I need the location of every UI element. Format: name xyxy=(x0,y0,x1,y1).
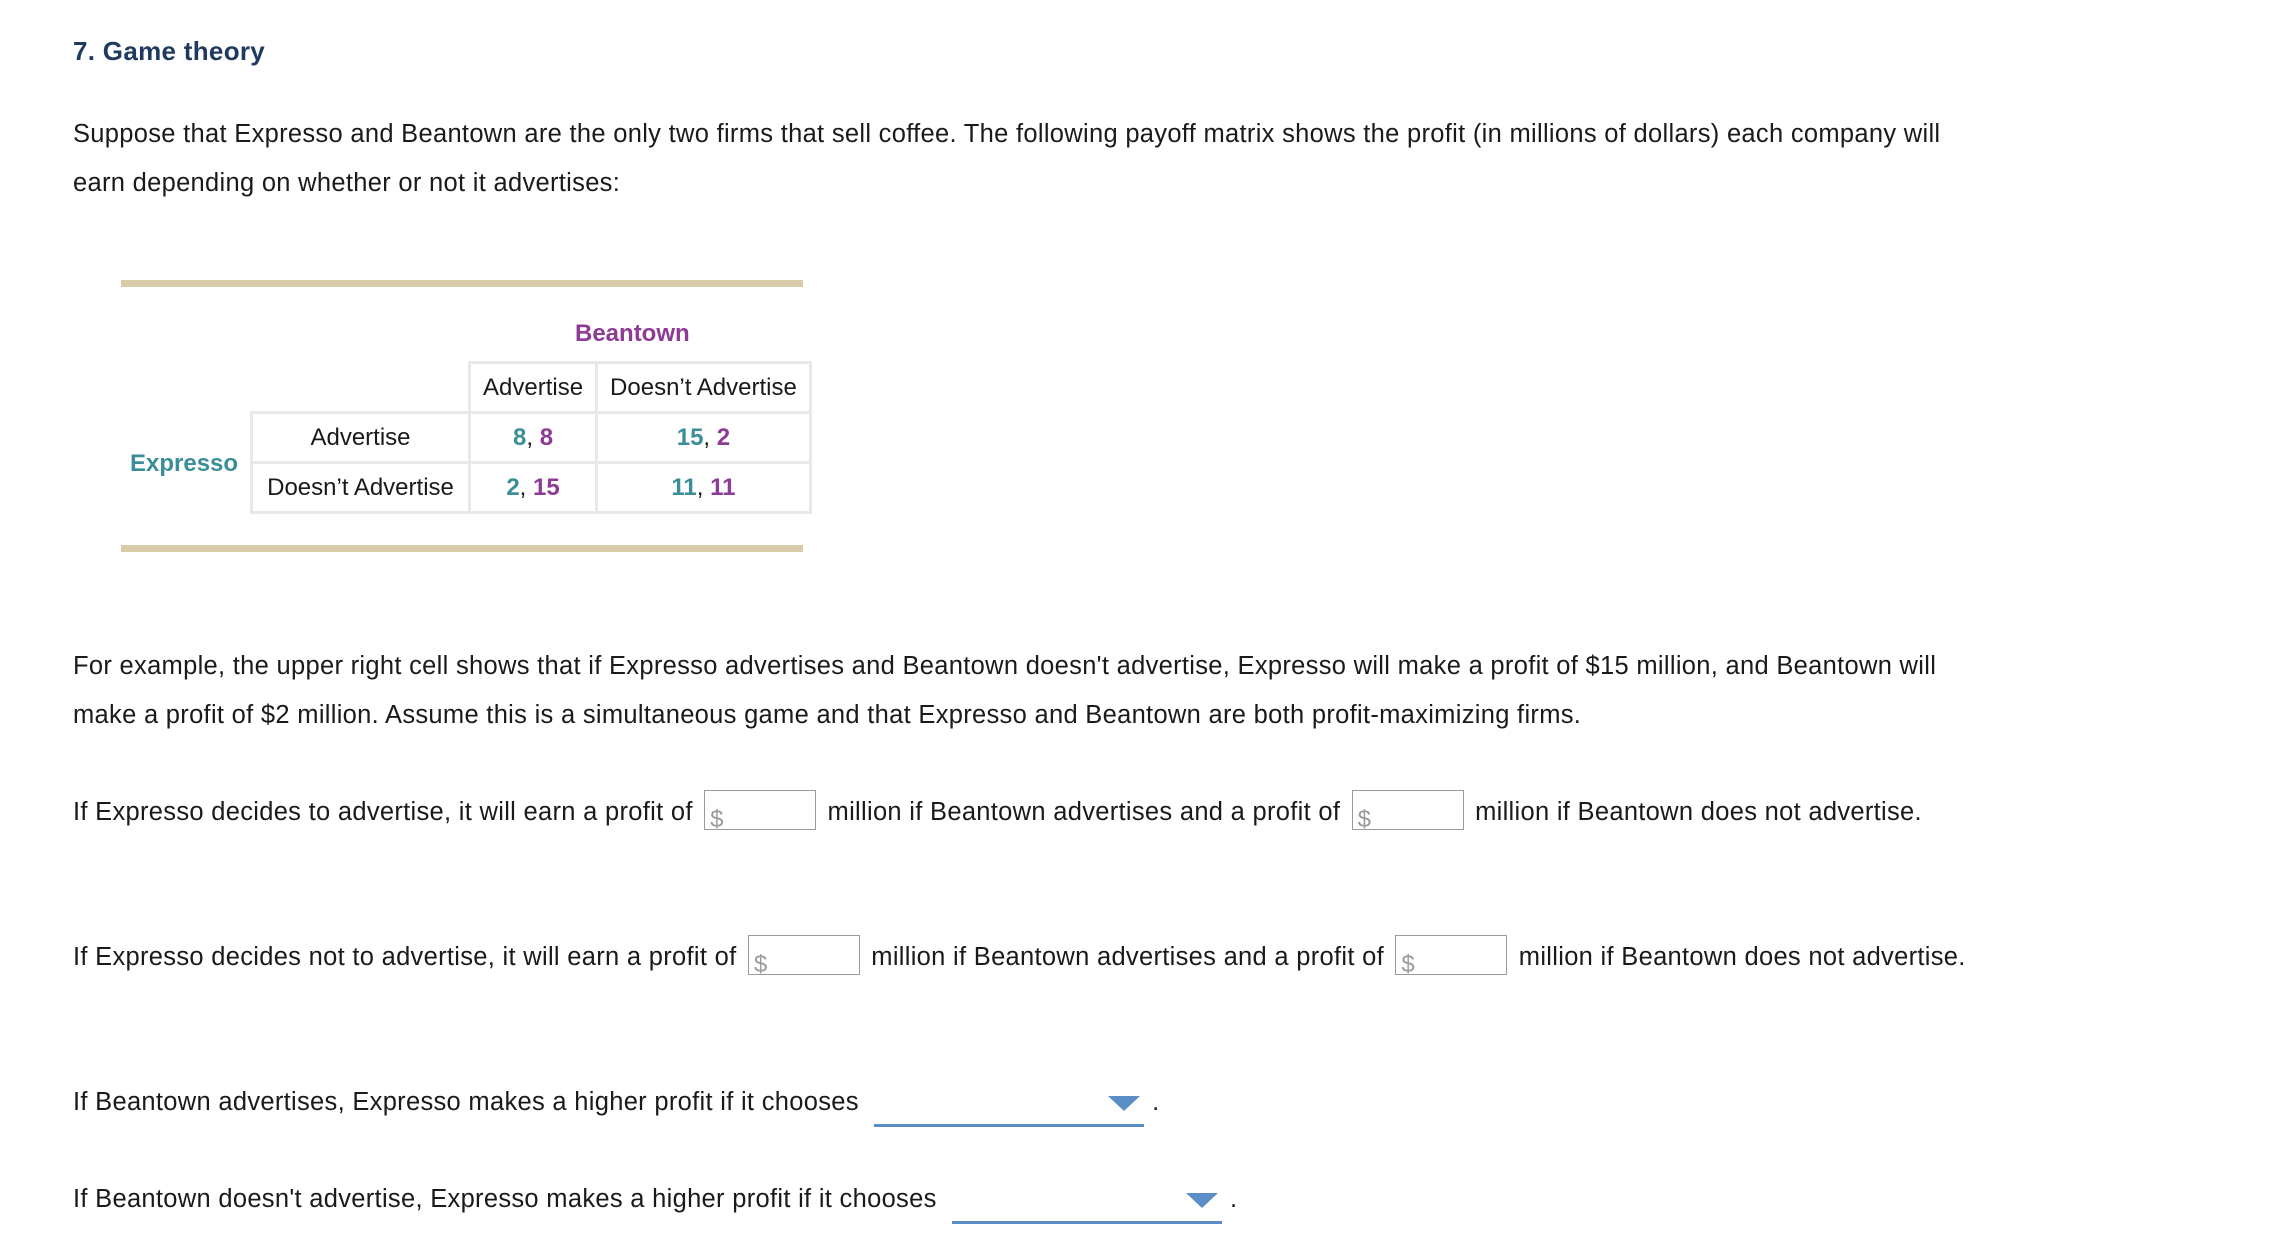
expresso-payoff: 11 xyxy=(671,473,697,501)
profit-input-advertise-beantown-advertises[interactable] xyxy=(704,790,816,834)
profit-input-field[interactable] xyxy=(727,793,815,827)
choice-dropdown-beantown-advertises[interactable] xyxy=(874,1088,1144,1127)
example-paragraph: For example, the upper right cell shows that if Expresso advertises and Beantown doesn't advertise, Expresso will make a profit of $15 million, and Beantown will make a profit of $2 million. Assume this is a simultaneous game and that Expresso and Beantown are both profit-maximizing firms. xyxy=(73,652,1937,729)
expresso-payoff: 8 xyxy=(512,423,527,451)
profit-input-not-advertise-beantown-not[interactable] xyxy=(1395,935,1507,979)
row-header-advertise: Advertise xyxy=(252,413,470,463)
matrix-header-row xyxy=(252,363,811,413)
payoff-cell: 15, 2 xyxy=(597,413,811,463)
matrix-row-doesnt-advertise xyxy=(252,463,811,513)
matrix-top-rule xyxy=(121,280,803,287)
profit-input-field[interactable] xyxy=(1418,938,1506,972)
choice-dropdown-beantown-not-advertise[interactable] xyxy=(952,1185,1222,1224)
chevron-down-icon[interactable] xyxy=(1186,1193,1218,1208)
q2-text-mid: million if Beantown advertises and a profit of xyxy=(871,943,1385,971)
profit-input-not-advertise-beantown-advertises[interactable] xyxy=(748,935,860,979)
q1-text-pre: If Expresso decides to advertise, it will earn a profit of xyxy=(73,798,693,826)
dollar-sign: $ xyxy=(1357,806,1372,834)
profit-input-field[interactable] xyxy=(1375,793,1463,827)
dollar-sign: $ xyxy=(710,806,724,834)
question-advertise xyxy=(73,788,1993,837)
row-player-label: Expresso xyxy=(130,450,239,477)
col-header-doesnt-advertise: Doesn’t Advertise xyxy=(597,363,811,413)
dollar-sign: $ xyxy=(1401,951,1416,979)
payoff-matrix xyxy=(250,361,812,514)
question-not-advertise xyxy=(73,933,1993,982)
col-header-advertise: Advertise xyxy=(470,363,597,413)
q3-text: If Beantown advertises, Expresso makes a higher profit if it chooses xyxy=(73,1088,859,1116)
profit-input-advertise-beantown-not[interactable] xyxy=(1352,790,1464,834)
beantown-payoff: 2 xyxy=(716,423,731,451)
payoff-cell: 11, 11 xyxy=(597,463,811,513)
q1-text-post: million if Beantown does not advertise. xyxy=(1475,798,1922,826)
q4-period: . xyxy=(1230,1185,1238,1213)
question-beantown-advertises xyxy=(73,1078,1993,1127)
q3-period: . xyxy=(1152,1088,1160,1116)
dollar-sign: $ xyxy=(753,951,768,979)
beantown-payoff: 15 xyxy=(533,473,560,501)
q2-text-pre: If Expresso decides not to advertise, it will earn a profit of xyxy=(73,943,737,971)
payoff-cell: 8, 8 xyxy=(470,413,597,463)
row-header-doesnt-advertise: Doesn’t Advertise xyxy=(252,463,470,513)
matrix-row-advertise xyxy=(252,413,811,463)
column-player-label: Beantown xyxy=(575,320,690,347)
question-beantown-not-advertise xyxy=(73,1175,1993,1224)
expresso-payoff: 15 xyxy=(676,423,704,451)
q1-text-mid: million if Beantown advertises and a profit of xyxy=(827,798,1341,826)
profit-input-field[interactable] xyxy=(771,938,859,972)
q2-text-post: million if Beantown does not advertise. xyxy=(1518,943,1966,971)
beantown-payoff: 8 xyxy=(539,423,554,451)
intro-paragraph: Suppose that Expresso and Beantown are the only two firms that sell coffee. The following payoff matrix shows the profit (in millions of dollars) each company will earn depending on whether or not it advertises: xyxy=(73,120,1941,197)
page-title: 7. Game theory xyxy=(73,36,266,66)
q4-text: If Beantown doesn't advertise, Expresso makes a higher profit if it chooses xyxy=(73,1185,937,1213)
chevron-down-icon[interactable] xyxy=(1108,1096,1140,1111)
payoff-cell: 2, 15 xyxy=(470,463,597,513)
expresso-payoff: 2 xyxy=(506,473,520,501)
matrix-bottom-rule xyxy=(121,545,803,552)
beantown-payoff: 11 xyxy=(710,473,736,501)
matrix-corner xyxy=(252,363,470,413)
